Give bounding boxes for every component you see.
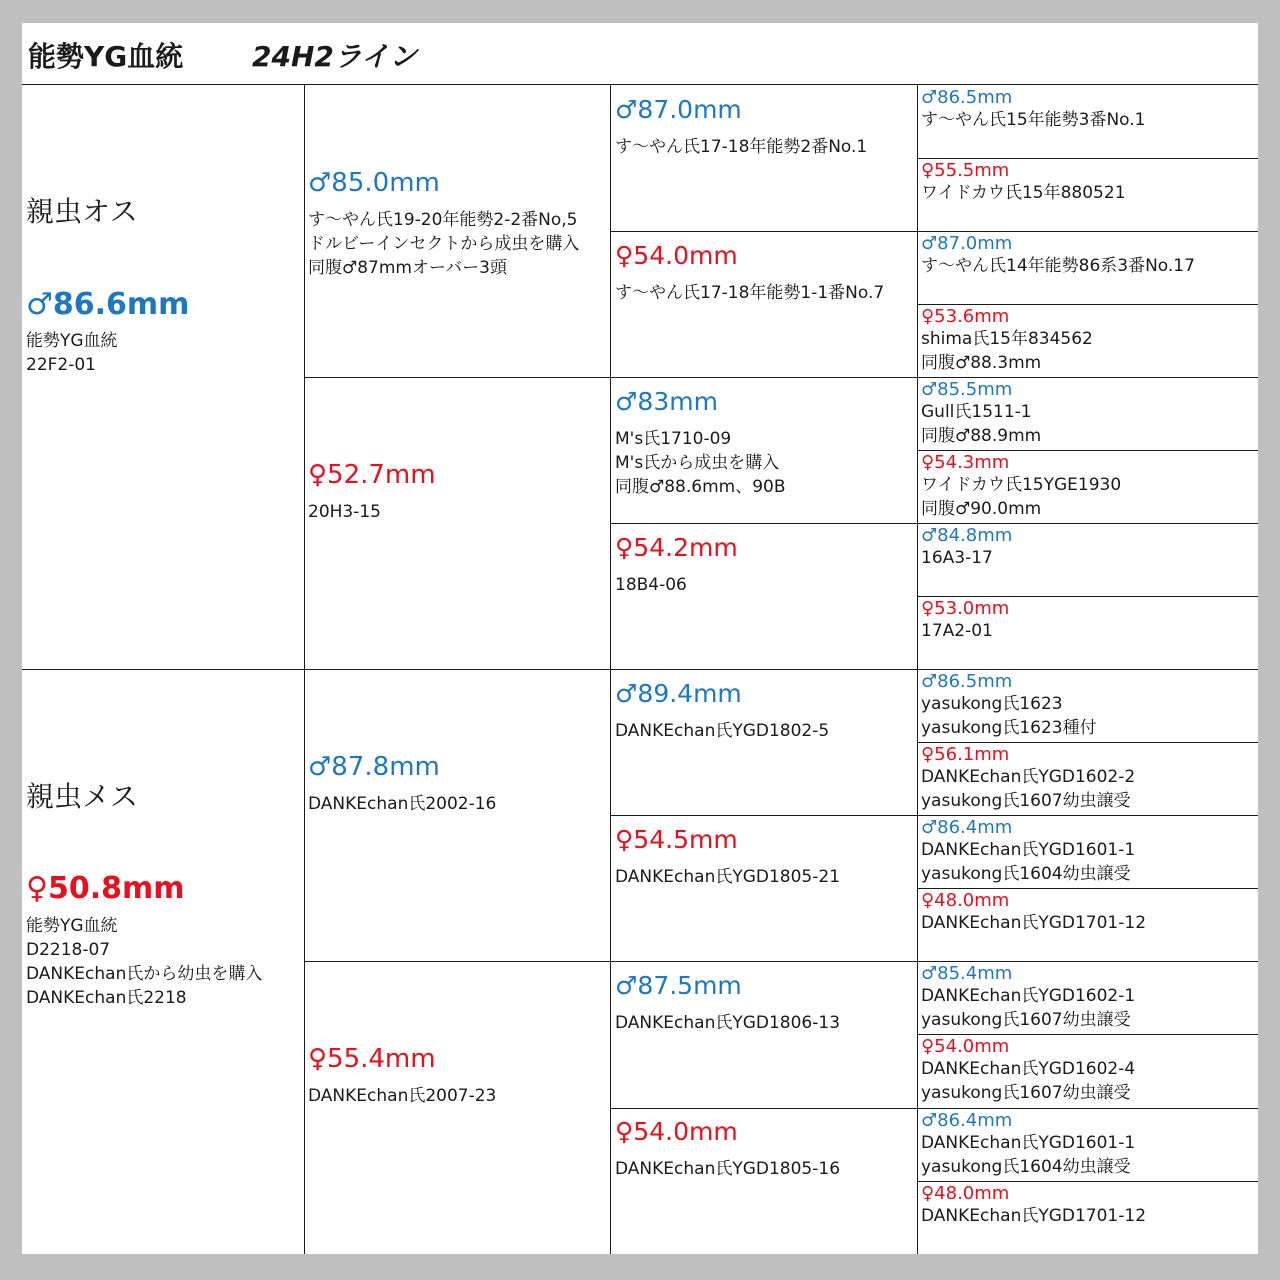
grid-line (917, 158, 1258, 159)
gen4-size: ♂86.4mm (921, 1110, 1013, 1131)
pedigree-sheet (22, 23, 1258, 1254)
gen4-cell (921, 598, 1009, 643)
gen4-cell (921, 160, 1126, 205)
gen4-info: DANKEchan氏YGD1701-12 (921, 913, 1147, 933)
great-grandparent-size: ♂87.5mm (615, 971, 742, 1000)
great-grandparent-info: DANKEchan氏YGD1802-5 (615, 721, 830, 741)
gen4-cell (921, 890, 1146, 935)
grandparent-size: ♀55.4mm (308, 1044, 436, 1074)
gen4-size: ♂85.4mm (921, 963, 1013, 984)
grid-line (917, 450, 1258, 451)
line-title: 24H2ライン (252, 40, 418, 73)
gen4-size: ♂86.4mm (921, 817, 1013, 838)
great-grandparent-size: ♀54.0mm (615, 241, 738, 270)
great-grandparent-info: M's氏1710-09 M's氏から成虫を購入 同腹♂88.6mm、90B (615, 429, 786, 497)
gen4-cell (921, 233, 1195, 278)
gen4-info: shima氏15年834562 同腹♂88.3mm (921, 329, 1093, 373)
gen4-size: ♀48.0mm (921, 1183, 1010, 1204)
gen4-cell (921, 963, 1135, 1032)
gen4-info: DANKEchan氏YGD1602-4 yasukong氏1607幼虫譲受 (921, 1059, 1136, 1103)
grid-line (917, 596, 1258, 597)
great-grandparent-info: す〜やん氏17-18年能勢2番No.1 (615, 137, 868, 157)
great-grandparent-info: DANKEchan氏YGD1805-16 (615, 1159, 841, 1179)
gen4-info: ワイドカウ氏15YGE1930 同腹♂90.0mm (921, 475, 1122, 519)
grid-line (610, 1108, 1258, 1109)
gen4-size: ♂86.5mm (921, 87, 1013, 108)
great-grandparent-info: DANKEchan氏YGD1805-21 (615, 867, 841, 887)
gen4-info: す〜やん氏14年能勢86系3番No.17 (921, 256, 1195, 276)
gen4-size: ♀55.5mm (921, 160, 1010, 181)
great-grandparent-info: 18B4-06 (615, 575, 687, 595)
gen4-size: ♀53.0mm (921, 598, 1010, 619)
gen4-info: ワイドカウ氏15年880521 (921, 183, 1126, 203)
gen4-cell (921, 87, 1146, 132)
gen4-cell (921, 379, 1041, 448)
great-grandparent-size: ♂89.4mm (615, 679, 742, 708)
grid-line (610, 231, 1258, 232)
gen4-cell (921, 1110, 1135, 1179)
gen4-cell (921, 671, 1097, 740)
gen4-cell (921, 817, 1135, 886)
gen4-info: DANKEchan氏YGD1701-12 (921, 1206, 1147, 1226)
grid-line (917, 304, 1258, 305)
gen4-cell (921, 1183, 1146, 1228)
parent-dam-size: ♀50.8mm (26, 871, 185, 906)
gen4-cell (921, 525, 1012, 570)
great-grandparent-size: ♂83mm (615, 387, 718, 416)
gen4-size: ♂87.0mm (921, 233, 1013, 254)
grandparent-info: DANKEchan氏2002-16 (308, 794, 497, 814)
gen4-size: ♀54.3mm (921, 452, 1010, 473)
gen4-size: ♀54.0mm (921, 1036, 1010, 1057)
parent-sire-size: ♂86.6mm (26, 287, 190, 322)
gen4-cell (921, 744, 1135, 813)
gen4-info: Gull氏1511-1 同腹♂88.9mm (921, 402, 1042, 446)
great-grandparent-size: ♀54.5mm (615, 825, 738, 854)
grandparent-size: ♂85.0mm (308, 168, 440, 198)
grandparent-info: す〜やん氏19-20年能勢2-2番No,5 ドルビーインセクトから成虫を購入 同腹♂87mmオーバー3頭 (308, 210, 580, 278)
great-grandparent-size: ♀54.0mm (615, 1117, 738, 1146)
grid-line (304, 961, 1258, 962)
gen4-info: DANKEchan氏YGD1601-1 yasukong氏1604幼虫譲受 (921, 840, 1136, 884)
header-bar (22, 23, 1258, 85)
gen4-info: 16A3-17 (921, 548, 993, 568)
bloodline-title: 能勢YG血統 (28, 40, 184, 73)
parent-sire-label: 親虫オス (26, 195, 138, 228)
gen4-size: ♀53.6mm (921, 306, 1010, 327)
gen4-size: ♀56.1mm (921, 744, 1010, 765)
gen4-info: 17A2-01 (921, 621, 993, 641)
gen4-info: DANKEchan氏YGD1602-2 yasukong氏1607幼虫譲受 (921, 767, 1136, 811)
grid-line (610, 523, 1258, 524)
gen4-info: す〜やん氏15年能勢3番No.1 (921, 110, 1146, 130)
great-grandparent-info: DANKEchan氏YGD1806-13 (615, 1013, 841, 1033)
parent-dam-info: 能勢YG血統 D2218-07 DANKEchan氏から幼虫を購入 DANKEchan氏2218 (26, 916, 263, 1008)
grid-line (917, 888, 1258, 889)
gen4-size: ♀48.0mm (921, 890, 1010, 911)
gen4-info: yasukong氏1623 yasukong氏1623種付 (921, 694, 1097, 738)
parent-dam-label: 親虫メス (26, 780, 139, 813)
gen4-info: DANKEchan氏YGD1601-1 yasukong氏1604幼虫譲受 (921, 1133, 1136, 1177)
grid-line (917, 1181, 1258, 1182)
gen4-cell (921, 306, 1093, 375)
gen4-size: ♂84.8mm (921, 525, 1013, 546)
great-grandparent-size: ♀54.2mm (615, 533, 738, 562)
gen4-cell (921, 452, 1121, 521)
gen4-size: ♂86.5mm (921, 671, 1013, 692)
grid-line (917, 742, 1258, 743)
gen4-info: DANKEchan氏YGD1602-1 yasukong氏1607幼虫譲受 (921, 986, 1136, 1030)
grid-line (22, 669, 1258, 670)
grandparent-info: 20H3-15 (308, 502, 381, 522)
parent-sire-info: 能勢YG血統 22F2-01 (26, 331, 118, 375)
great-grandparent-info: す〜やん氏17-18年能勢1-1番No.7 (615, 283, 885, 303)
grid-line (610, 815, 1258, 816)
gen4-cell (921, 1036, 1135, 1105)
grid-line (917, 1034, 1258, 1035)
great-grandparent-size: ♂87.0mm (615, 95, 742, 124)
grandparent-size: ♂87.8mm (308, 752, 440, 782)
grandparent-info: DANKEchan氏2007-23 (308, 1086, 497, 1106)
gen4-size: ♂85.5mm (921, 379, 1013, 400)
grandparent-size: ♀52.7mm (308, 460, 436, 490)
grid-line (304, 377, 1258, 378)
